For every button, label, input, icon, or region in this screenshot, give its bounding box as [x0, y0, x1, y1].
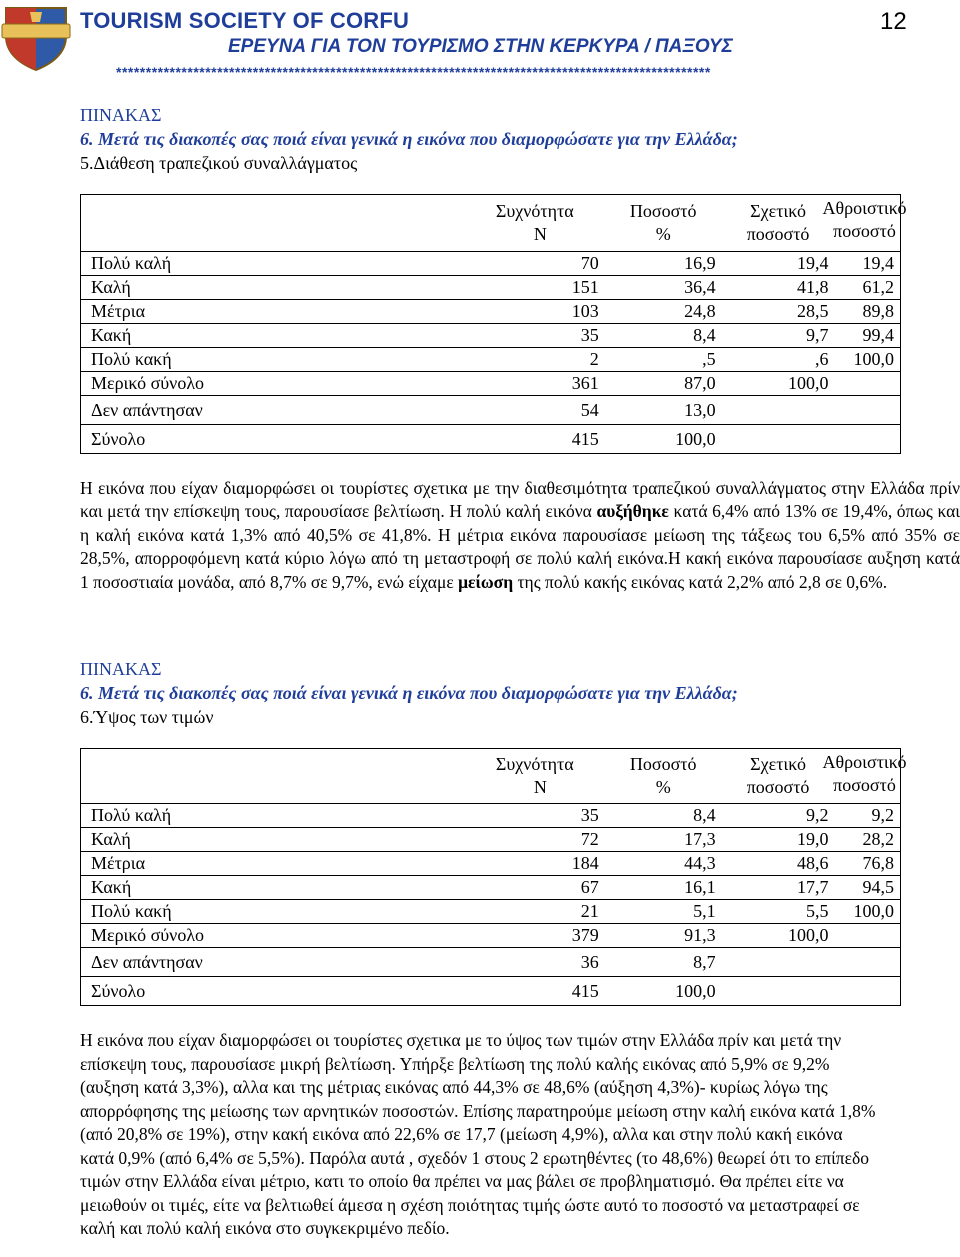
table-row — [81, 977, 901, 1006]
cell-value: 76,8 — [835, 852, 901, 876]
cell-value: 41,8 — [722, 276, 835, 300]
table-subtitle: 6.Ύψος των τιμών — [80, 707, 214, 727]
cell-value: 9,2 — [722, 804, 835, 828]
cell-value — [722, 396, 835, 425]
table-body — [81, 252, 901, 454]
table-row — [81, 396, 901, 425]
table-label: ΠΙΝΑΚΑΣ — [80, 105, 162, 125]
row-label: Κακή — [81, 876, 408, 900]
cell-value — [722, 425, 835, 454]
survey-question: 6. Μετά τις διακοπές σας ποιά είναι γενικά η εικόνα που διαμορφώσατε για την Ελλάδα; — [80, 129, 738, 149]
survey-question: 6. Μετά τις διακοπές σας ποιά είναι γενικά η εικόνα που διαμορφώσατε για την Ελλάδα; — [80, 683, 738, 703]
table-row — [81, 900, 901, 924]
cell-value: 9,2 — [835, 804, 901, 828]
cell-value: 19,4 — [722, 252, 835, 276]
cell-value: 61,2 — [835, 276, 901, 300]
table-row — [81, 348, 901, 372]
table-row — [81, 852, 901, 876]
cell-value: 100,0 — [605, 425, 722, 454]
document-subtitle: ΕΡΕΥΝΑ ΓΙΑ ΤΟΝ ΤΟΥΡΙΣΜΟ ΣΤΗΝ ΚΕΡΚΥΡΑ / ΠΑΞΟΥΣ — [228, 36, 733, 57]
table-subtitle: 5.Διάθεση τραπεζικού συναλλάγματος — [80, 153, 358, 173]
cell-value — [835, 372, 901, 396]
cell-value: 2 — [408, 348, 605, 372]
row-label: Καλή — [81, 828, 408, 852]
row-label: Δεν απάντησαν — [81, 948, 408, 977]
cell-value: 35 — [408, 804, 605, 828]
table-body — [81, 804, 901, 1006]
cell-value: 21 — [408, 900, 605, 924]
cell-value: 100,0 — [605, 977, 722, 1006]
cell-value: 67 — [408, 876, 605, 900]
row-label: Πολύ κακή — [81, 348, 408, 372]
analysis-paragraph-2: Η εικόνα που είχαν διαμορφώσει οι τουρίστες σχετικα με το ύψος των τιμών στην Ελλάδα πρίν και μετά την επίσκεψη τους, παρουσίασε μικρή βελτίωση. Υπήρξε βελτίωση της πολύ καλής εικόνας από 5,9% σε 9,2% (αυξηση κατά 3,3%), αλλα και της μέτριας εικόνας από 44,3% σε 48,6% (αύξηση 4,3%)- κυρίως λόγω της απορρόφησης της μείωσης των αρνητικών ποσοστών. Επίσης παρατηρούμε μείωση στην καλή εικόνα κατά 1,8% (από 20,8% σε 19%), στην κακή εικόνα από 22,6% σε 17,7 (μείωση 4,9%), αλλα και στην πολύ κακή εικόνα κατά 0,9% (από 6,4% σε 5,5%). Παρόλα αυτά , σχεδόν 1 στους 2 ερωτηθέντες (το 48,6%) θεωρεί ότι το επίπεδο τιμών στην Ελλάδα είναι μέτριο, κατι το οποίο θα πρέπει να μας βάλει σε προβληματισμό. Θα πρέπει είτε να μειωθούν οι τιμές, είτε να βελτιωθεί άμεσα η σχέση ποιότητας τιμής ώστε αυτό το ποσοστό να μεταστραφεί σε καλή και πολύ καλή εικόνα στο συγκεκριμένο πεδίο. — [80, 1030, 876, 1238]
header-cumulative: Αθροιστικό ποσοστό — [835, 749, 901, 804]
table-row — [81, 252, 901, 276]
section1-heading — [80, 103, 880, 175]
organization-name: TOURISM SOCIETY OF CORFU — [80, 8, 410, 33]
row-label: Δεν απάντησαν — [81, 396, 408, 425]
header-percent: Ποσοστό % — [605, 749, 722, 804]
cell-value: 100,0 — [722, 372, 835, 396]
cell-value: 8,4 — [605, 324, 722, 348]
table-row — [81, 425, 901, 454]
table-header-row — [81, 195, 901, 252]
row-label: Μέτρια — [81, 852, 408, 876]
cell-value: 48,6 — [722, 852, 835, 876]
cell-value: 100,0 — [835, 900, 901, 924]
cell-value: 17,7 — [722, 876, 835, 900]
table-row — [81, 372, 901, 396]
cell-value: 99,4 — [835, 324, 901, 348]
row-label: Μέτρια — [81, 300, 408, 324]
header-relative: Σχετικό ποσοστό — [722, 749, 835, 804]
table-row — [81, 276, 901, 300]
cell-value: 9,7 — [722, 324, 835, 348]
cell-value: 28,2 — [835, 828, 901, 852]
cell-value: 361 — [408, 372, 605, 396]
cell-value: 19,4 — [835, 252, 901, 276]
table-header-row — [81, 749, 901, 804]
row-label: Πολύ κακή — [81, 900, 408, 924]
cell-value: 8,7 — [605, 948, 722, 977]
row-label: Καλή — [81, 276, 408, 300]
cell-value: 36 — [408, 948, 605, 977]
cell-value — [835, 396, 901, 425]
cell-value: 72 — [408, 828, 605, 852]
cell-value: 94,5 — [835, 876, 901, 900]
header-cumulative: Αθροιστικό ποσοστό — [835, 195, 901, 252]
cell-value: 28,5 — [722, 300, 835, 324]
analysis-paragraph-1: Η εικόνα που είχαν διαμορφώσει οι τουρίστες σχετικα με την διαθεσιμότητα τραπεζικού συναλλάγματος στην Ελλάδα πρίν και μετά την επίσκεψη τους, παρουσίασε βελτίωση. Η πολύ καλή εικόνα αυξήθηκε κατά 6,4% από 13% σε 19,4%, όπως και η καλή εικόνα κατά 1,3% από 40,5% σε 41,8%. Η μέτρια εικόνα παρουσίασε μείωση της τάξεως του 6,5% από 35% σε 28,5%, απορροφόμενη κατά κύριο λόγω από τη μεταστροφή σε πολύ καλή εικόνα.Η κακή εικόνα παρουσίασε αυξηση κατά 1 ποσοστιαία μονάδα, από 8,7% σε 9,7%, ενώ είχαμε μείωση της πολύ κακής εικόνας κατά 2,2% από 2,8 σε 0,6%. — [80, 478, 960, 592]
society-logo-shield — [0, 2, 72, 72]
cell-value: 44,3 — [605, 852, 722, 876]
row-label: Πολύ καλή — [81, 804, 408, 828]
cell-value: 184 — [408, 852, 605, 876]
cell-value: 379 — [408, 924, 605, 948]
cell-value — [835, 924, 901, 948]
frequency-table-1 — [80, 194, 907, 454]
cell-value: 151 — [408, 276, 605, 300]
cell-value: 13,0 — [605, 396, 722, 425]
cell-value: 19,0 — [722, 828, 835, 852]
row-label: Σύνολο — [81, 425, 408, 454]
cell-value: ,5 — [605, 348, 722, 372]
section2-heading — [80, 657, 880, 729]
row-label: Πολύ καλή — [81, 252, 408, 276]
cell-value: 5,1 — [605, 900, 722, 924]
cell-value: 70 — [408, 252, 605, 276]
row-label: Σύνολο — [81, 977, 408, 1006]
header-frequency: Συχνότητα N — [408, 749, 605, 804]
cell-value: 100,0 — [835, 348, 901, 372]
cell-value — [835, 425, 901, 454]
table-row — [81, 876, 901, 900]
cell-value: ,6 — [722, 348, 835, 372]
header-separator: **************************************************************************************************** — [116, 64, 711, 80]
cell-value: 103 — [408, 300, 605, 324]
cell-value: 87,0 — [605, 372, 722, 396]
table-row — [81, 924, 901, 948]
row-label: Μερικό σύνολο — [81, 372, 408, 396]
header-frequency: Συχνότητα N — [408, 195, 605, 252]
table-row — [81, 948, 901, 977]
cell-value: 415 — [408, 977, 605, 1006]
cell-value: 91,3 — [605, 924, 722, 948]
row-label: Μερικό σύνολο — [81, 924, 408, 948]
table-row — [81, 804, 901, 828]
cell-value — [835, 977, 901, 1006]
cell-value — [722, 948, 835, 977]
cell-value: 16,1 — [605, 876, 722, 900]
cell-value — [722, 977, 835, 1006]
cell-value: 8,4 — [605, 804, 722, 828]
cell-value: 100,0 — [722, 924, 835, 948]
table-row — [81, 324, 901, 348]
frequency-table-2 — [80, 748, 907, 1006]
cell-value: 24,8 — [605, 300, 722, 324]
table-row — [81, 828, 901, 852]
cell-value: 36,4 — [605, 276, 722, 300]
table-label: ΠΙΝΑΚΑΣ — [80, 659, 162, 679]
cell-value — [835, 948, 901, 977]
table-row — [81, 300, 901, 324]
header-relative: Σχετικό ποσοστό — [722, 195, 835, 252]
cell-value: 415 — [408, 425, 605, 454]
header-percent: Ποσοστό % — [605, 195, 722, 252]
cell-value: 17,3 — [605, 828, 722, 852]
cell-value: 35 — [408, 324, 605, 348]
page-number: 12 — [880, 8, 907, 35]
cell-value: 89,8 — [835, 300, 901, 324]
cell-value: 54 — [408, 396, 605, 425]
row-label: Κακή — [81, 324, 408, 348]
cell-value: 5,5 — [722, 900, 835, 924]
cell-value: 16,9 — [605, 252, 722, 276]
